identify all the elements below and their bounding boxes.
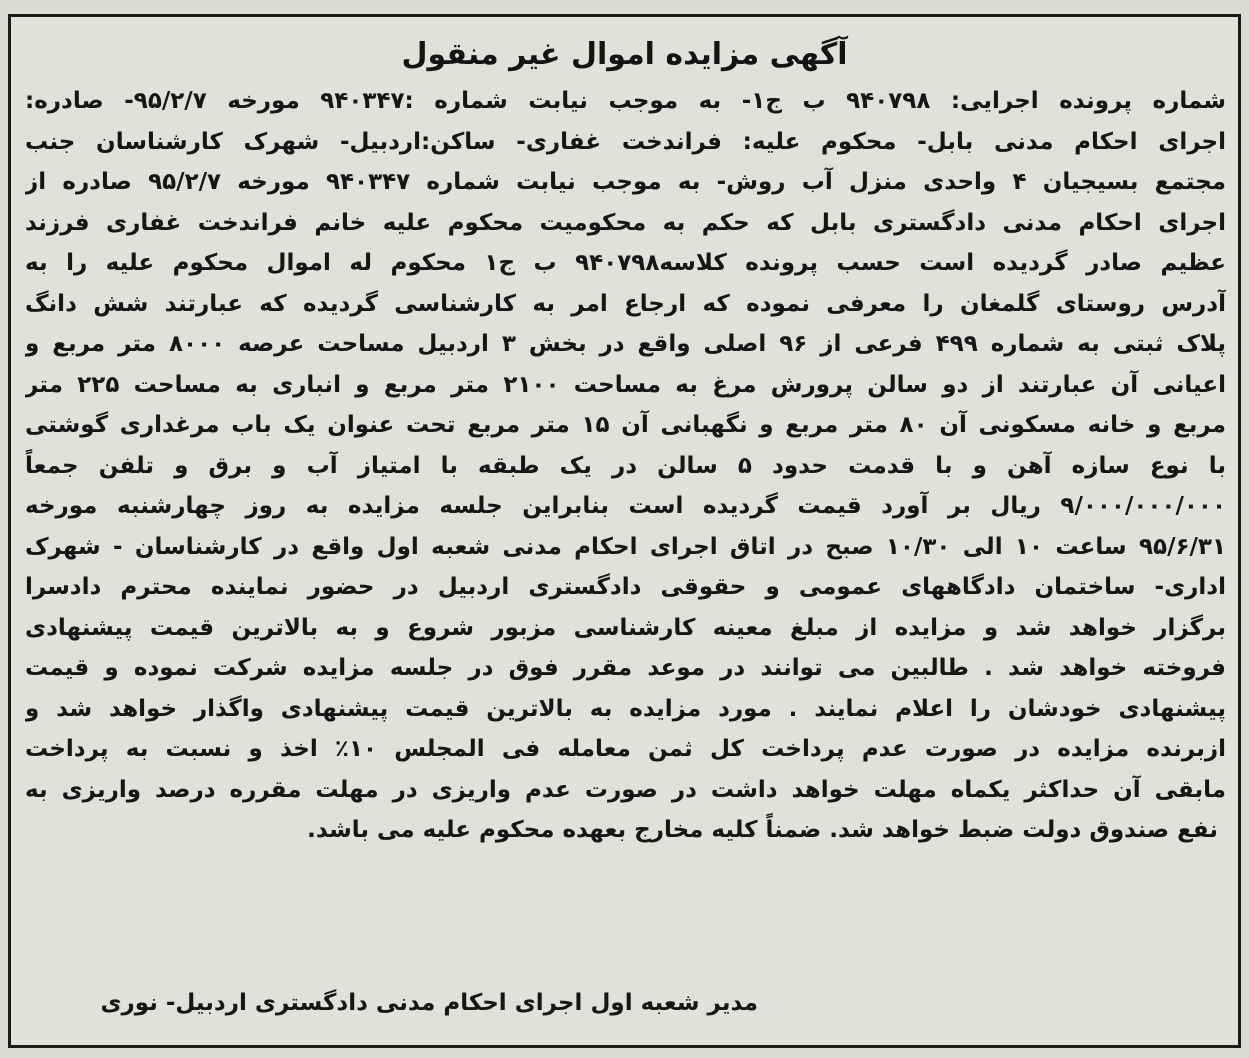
notice-box xyxy=(8,14,1241,1048)
notice-line: آدرس روستای گلمغان را معرفی نموده که ارجاع امر به کارشناسی گردیده که عبارتند شش دانگ xyxy=(25,290,1226,317)
notice-title: آگهی مزایده اموال غیر منقول xyxy=(401,37,848,72)
notice-line: اداری- ساختمان دادگاههای عمومی و حقوقی دادگستری اردبیل در حضور نماینده محترم دادسرا xyxy=(25,574,1226,600)
notice-signature: مدیر شعبه اول اجرای احکام مدنی دادگستری اردبیل- نوری xyxy=(100,990,758,1016)
notice-line: مابقی آن حداکثر یکماه مهلت خواهد داشت در صورت عدم واریزی در مهلت مقرره درصد واریزی به xyxy=(25,776,1226,803)
notice-line: اعیانی آن عبارتند از دو سالن پرورش مرغ به مساحت ۲۱۰۰ متر مربع و انباری به مساحت ۲۲۵ متر xyxy=(25,371,1226,398)
notice-line: فروخته خواهد شد . طالبین می توانند در موعد مقرر فوق در جلسه مزایده شرکت نموده و قیمت xyxy=(25,655,1226,681)
notice-line: با نوع سازه آهن و با قدمت حدود ۵ سالن در یک طبقه با امتیاز آب و برق و تلفن جمعاً xyxy=(25,452,1226,479)
notice-line: ازبرنده مزایده در صورت عدم پرداخت کل ثمن معامله فی المجلس ۱۰٪ اخذ و نسبت به پرداخت xyxy=(25,736,1226,762)
notice-line: عظیم صادر گردیده است حسب پرونده کلاسه۹۴۰۷۹۸ ب ج۱ محکوم له اموال محکوم علیه را به xyxy=(25,250,1226,276)
notice-line: پلاک ثبتی به شماره ۴۹۹ فرعی از ۹۶ اصلی واقع در بخش ۳ اردبیل مساحت عرصه ۸۰۰۰ متر مربع و xyxy=(25,331,1226,357)
notice-line: اجرای احکام مدنی بابل- محکوم علیه: فراندخت غفاری- ساکن:اردبیل- شهرک کارشناسان جنب xyxy=(25,128,1226,155)
notice-line: نفع صندوق دولت ضبط خواهد شد. ضمناً کلیه مخارج بعهده محکوم علیه می باشد. xyxy=(307,817,1218,843)
notice-line: مربع و خانه مسکونی آن ۸۰ متر مربع و نگهبانی آن ۱۵ متر مربع تحت عنوان یک باب مرغداری گوشتی xyxy=(25,412,1226,438)
notice-line: ۹/۰۰۰/۰۰۰/۰۰۰ ریال بر آورد قیمت گردیده است بنابراین جلسه مزایده به روز چهارشنبه مورخه xyxy=(25,493,1226,519)
notice-line: پیشنهادی خودشان را اعلام نمایند . مورد مزایده به بالاترین قیمت پیشنهادی واگذار خواهد شد و xyxy=(25,695,1226,722)
notice-line: ۹۵/۶/۳۱ ساعت ۱۰ الی ۱۰/۳۰ صبح در اتاق اجرای احکام مدنی شعبه اول واقع در کارشناسان - شهرک xyxy=(25,533,1226,560)
notice-line: شماره پرونده اجرایی: ۹۴۰۷۹۸ ب ج۱- به موجب نیابت شماره :۹۴۰۳۴۷ مورخه ۹۵/۲/۷- صادره: xyxy=(25,88,1226,114)
notice-line: مجتمع بسیجیان ۴ واحدی منزل آب روش- به موجب نیابت شماره ۹۴۰۳۴۷ مورخه ۹۵/۲/۷ صادره از xyxy=(25,169,1226,195)
notice-line: اجرای احکام مدنی دادگستری بابل که حکم به محکومیت محکوم علیه خانم فراندخت غفاری فرزند xyxy=(25,209,1226,236)
notice-body xyxy=(25,81,1226,851)
notice-line: برگزار خواهد شد و مزایده از مبلغ معینه کارشناسی مزبور شروع و به بالاترین قیمت پیشنهادی xyxy=(25,614,1226,641)
